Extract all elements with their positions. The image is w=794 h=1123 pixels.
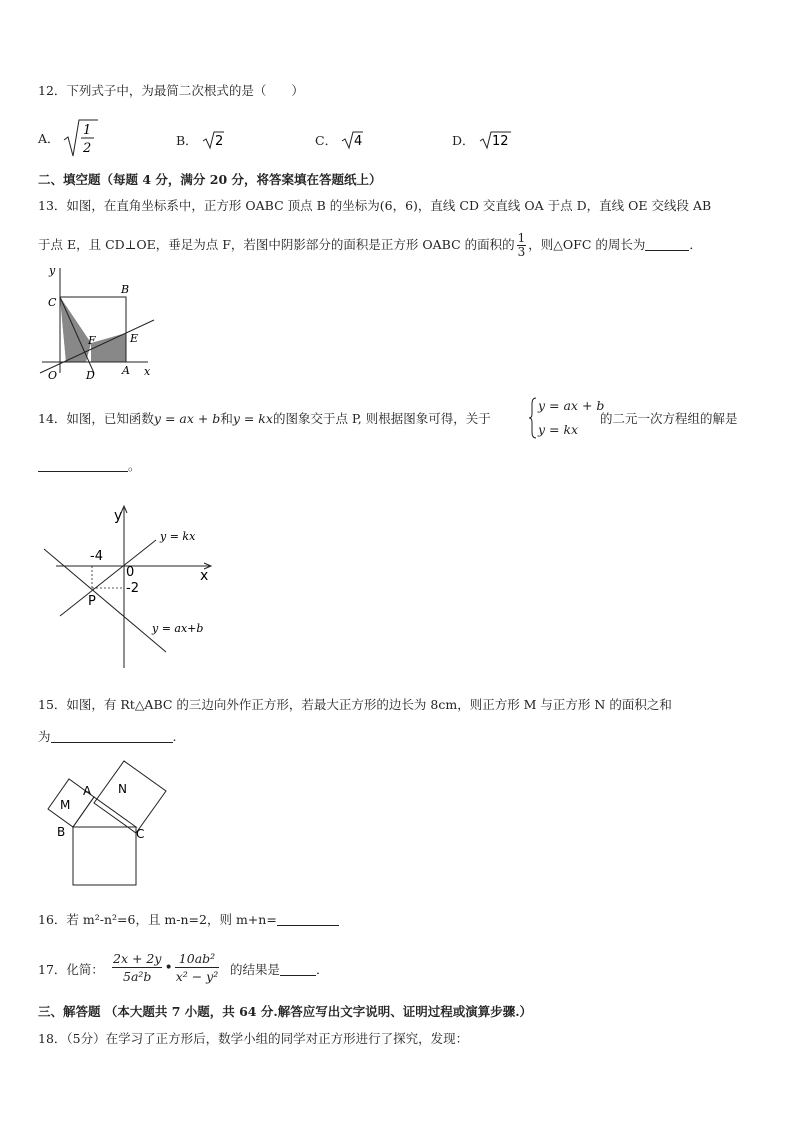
option-a-label: A． bbox=[38, 131, 60, 146]
one-third-fraction bbox=[517, 232, 527, 259]
q14-answer-blank[interactable] bbox=[38, 459, 128, 472]
q14-line-2 bbox=[38, 458, 141, 474]
label-o: O bbox=[48, 369, 58, 382]
system-equation-1: y = ax + b bbox=[538, 398, 605, 413]
q17-end: ． bbox=[316, 962, 329, 977]
q14-end-mark: 。 bbox=[128, 458, 141, 473]
label-b: B bbox=[121, 283, 130, 296]
q13-line-1: 13．如图，在直角坐标系中，正方形 OABC 顶点 B 的坐标为(6，6)，直线 CD 交直线 OA 于点 D，直线 OE 交线段 AB bbox=[38, 198, 712, 213]
q15-answer-blank[interactable] bbox=[51, 730, 173, 743]
line-y-kx bbox=[60, 540, 156, 616]
fraction-2-denominator: x² − y² bbox=[175, 969, 219, 984]
q16-text: 16．若 m²-n²=6，且 m-n=2，则 m+n= bbox=[38, 912, 277, 927]
q18-text: 18．（5分）在学习了正方形后，数学小组的同学对正方形进行了探究，发现： bbox=[38, 1031, 469, 1046]
option-a-numerator: 1 bbox=[83, 123, 92, 138]
function-1: y = ax + b bbox=[153, 411, 221, 426]
label-line-kx: y = kx bbox=[160, 530, 196, 543]
function-2: y = kx bbox=[232, 411, 273, 426]
q13-answer-blank[interactable] bbox=[645, 238, 689, 251]
label-y: y bbox=[49, 264, 56, 277]
option-c-radicand: 4 bbox=[354, 134, 363, 149]
q15-period: . bbox=[172, 729, 177, 744]
sqrt-fraction-icon bbox=[62, 118, 102, 160]
q14-line-1 bbox=[38, 411, 491, 427]
label-y: y bbox=[114, 508, 123, 524]
q12-stem: 12．下列式子中，为最简二次根式的是（ ） bbox=[38, 83, 304, 98]
label-origin: 0 bbox=[126, 565, 135, 580]
q12-option-d bbox=[452, 130, 513, 150]
label-a: A bbox=[83, 784, 92, 798]
line-y-ax-b bbox=[44, 549, 166, 652]
label-p: P bbox=[88, 594, 96, 609]
label-line-axb: y = ax+b bbox=[152, 622, 204, 635]
label-d: D bbox=[86, 369, 95, 382]
fraction-2 bbox=[175, 950, 220, 985]
label-e: E bbox=[130, 332, 139, 345]
q13-line-2-start: 于点 E，且 CD⊥OE，垂足为点 F，若图中阴影部分的面积是正方形 OABC 的面积的 bbox=[38, 237, 515, 252]
q14-line-1-start: 14．如图，已知函数 bbox=[38, 411, 154, 426]
fraction-1 bbox=[112, 950, 162, 985]
q17-tail bbox=[230, 962, 329, 978]
label-n: N bbox=[118, 782, 127, 796]
brace-icon bbox=[528, 396, 538, 440]
square-bc bbox=[73, 827, 136, 885]
option-d-radicand: 12 bbox=[491, 134, 509, 149]
option-a-denominator: 2 bbox=[83, 141, 92, 156]
q17-answer-blank[interactable] bbox=[280, 963, 316, 976]
q17-tail-text: 的结果是 bbox=[230, 962, 281, 977]
q12-option-c bbox=[315, 130, 365, 150]
q14-figure bbox=[38, 500, 228, 672]
q16-answer-blank[interactable] bbox=[277, 913, 339, 926]
q14-line-1-tail: 的二元一次方程组的解是 bbox=[600, 411, 738, 426]
option-b-radicand: 2 bbox=[214, 134, 223, 149]
section-3-heading: 三、解答题 （本大题共 7 小题，共 64 分.解答应写出文字说明、证明过程或演算步骤.） bbox=[38, 1004, 533, 1019]
label-neg4: -4 bbox=[90, 549, 103, 564]
q15-line-2 bbox=[38, 729, 177, 745]
triangle-abc bbox=[73, 797, 136, 827]
label-a: A bbox=[122, 364, 130, 377]
label-m: M bbox=[60, 798, 71, 812]
fraction-1-denominator: 5a²b bbox=[123, 969, 152, 984]
label-c: C bbox=[136, 827, 145, 841]
sqrt-icon bbox=[341, 130, 365, 150]
q14-and: 和 bbox=[220, 411, 233, 426]
section-2-heading: 二、填空题（每题 4 分，满分 20 分，将答案填在答题纸上） bbox=[38, 172, 382, 187]
q14-line-1-mid: 的图象交于点 P, 则根据图象可得，关于 bbox=[272, 411, 491, 426]
sqrt-icon bbox=[202, 130, 226, 150]
label-c: C bbox=[48, 296, 57, 309]
label-neg2: -2 bbox=[126, 581, 139, 596]
shaded-region-right bbox=[91, 333, 126, 362]
sqrt-icon bbox=[479, 130, 513, 150]
q17-label: 17．化简： bbox=[38, 962, 104, 977]
label-b: B bbox=[57, 825, 66, 839]
q13-figure bbox=[36, 263, 166, 383]
fraction-numerator: 1 bbox=[517, 231, 526, 245]
fraction-1-numerator: 2x + 2y bbox=[113, 951, 162, 966]
q17-expression bbox=[112, 950, 219, 990]
option-c-label: C． bbox=[315, 133, 338, 148]
q16-line bbox=[38, 912, 339, 928]
q13-line-2 bbox=[38, 232, 702, 259]
option-d-label: D． bbox=[452, 133, 475, 148]
q13-line-2-end: ，则△OFC 的周长为 bbox=[528, 237, 646, 252]
equation-system bbox=[528, 396, 605, 440]
multiply-dot: • bbox=[164, 959, 173, 976]
fraction-denominator: 3 bbox=[517, 245, 526, 259]
q15-figure bbox=[40, 757, 175, 889]
system-equation-2: y = kx bbox=[538, 422, 579, 437]
option-b-label: B． bbox=[176, 133, 198, 148]
q13-period: ． bbox=[689, 237, 702, 252]
label-f: F bbox=[88, 334, 96, 347]
label-x: x bbox=[200, 568, 209, 584]
fraction-2-numerator: 10ab² bbox=[175, 950, 220, 968]
label-x: x bbox=[144, 365, 151, 378]
q15-line-2-start: 为 bbox=[38, 729, 51, 744]
q15-line-1: 15．如图，有 Rt△ABC 的三边向外作正方形，若最大正方形的边长为 8cm，则正方形 M 与正方形 N 的面积之和 bbox=[38, 697, 672, 712]
q12-option-b bbox=[176, 130, 226, 150]
line-oe bbox=[40, 320, 154, 373]
